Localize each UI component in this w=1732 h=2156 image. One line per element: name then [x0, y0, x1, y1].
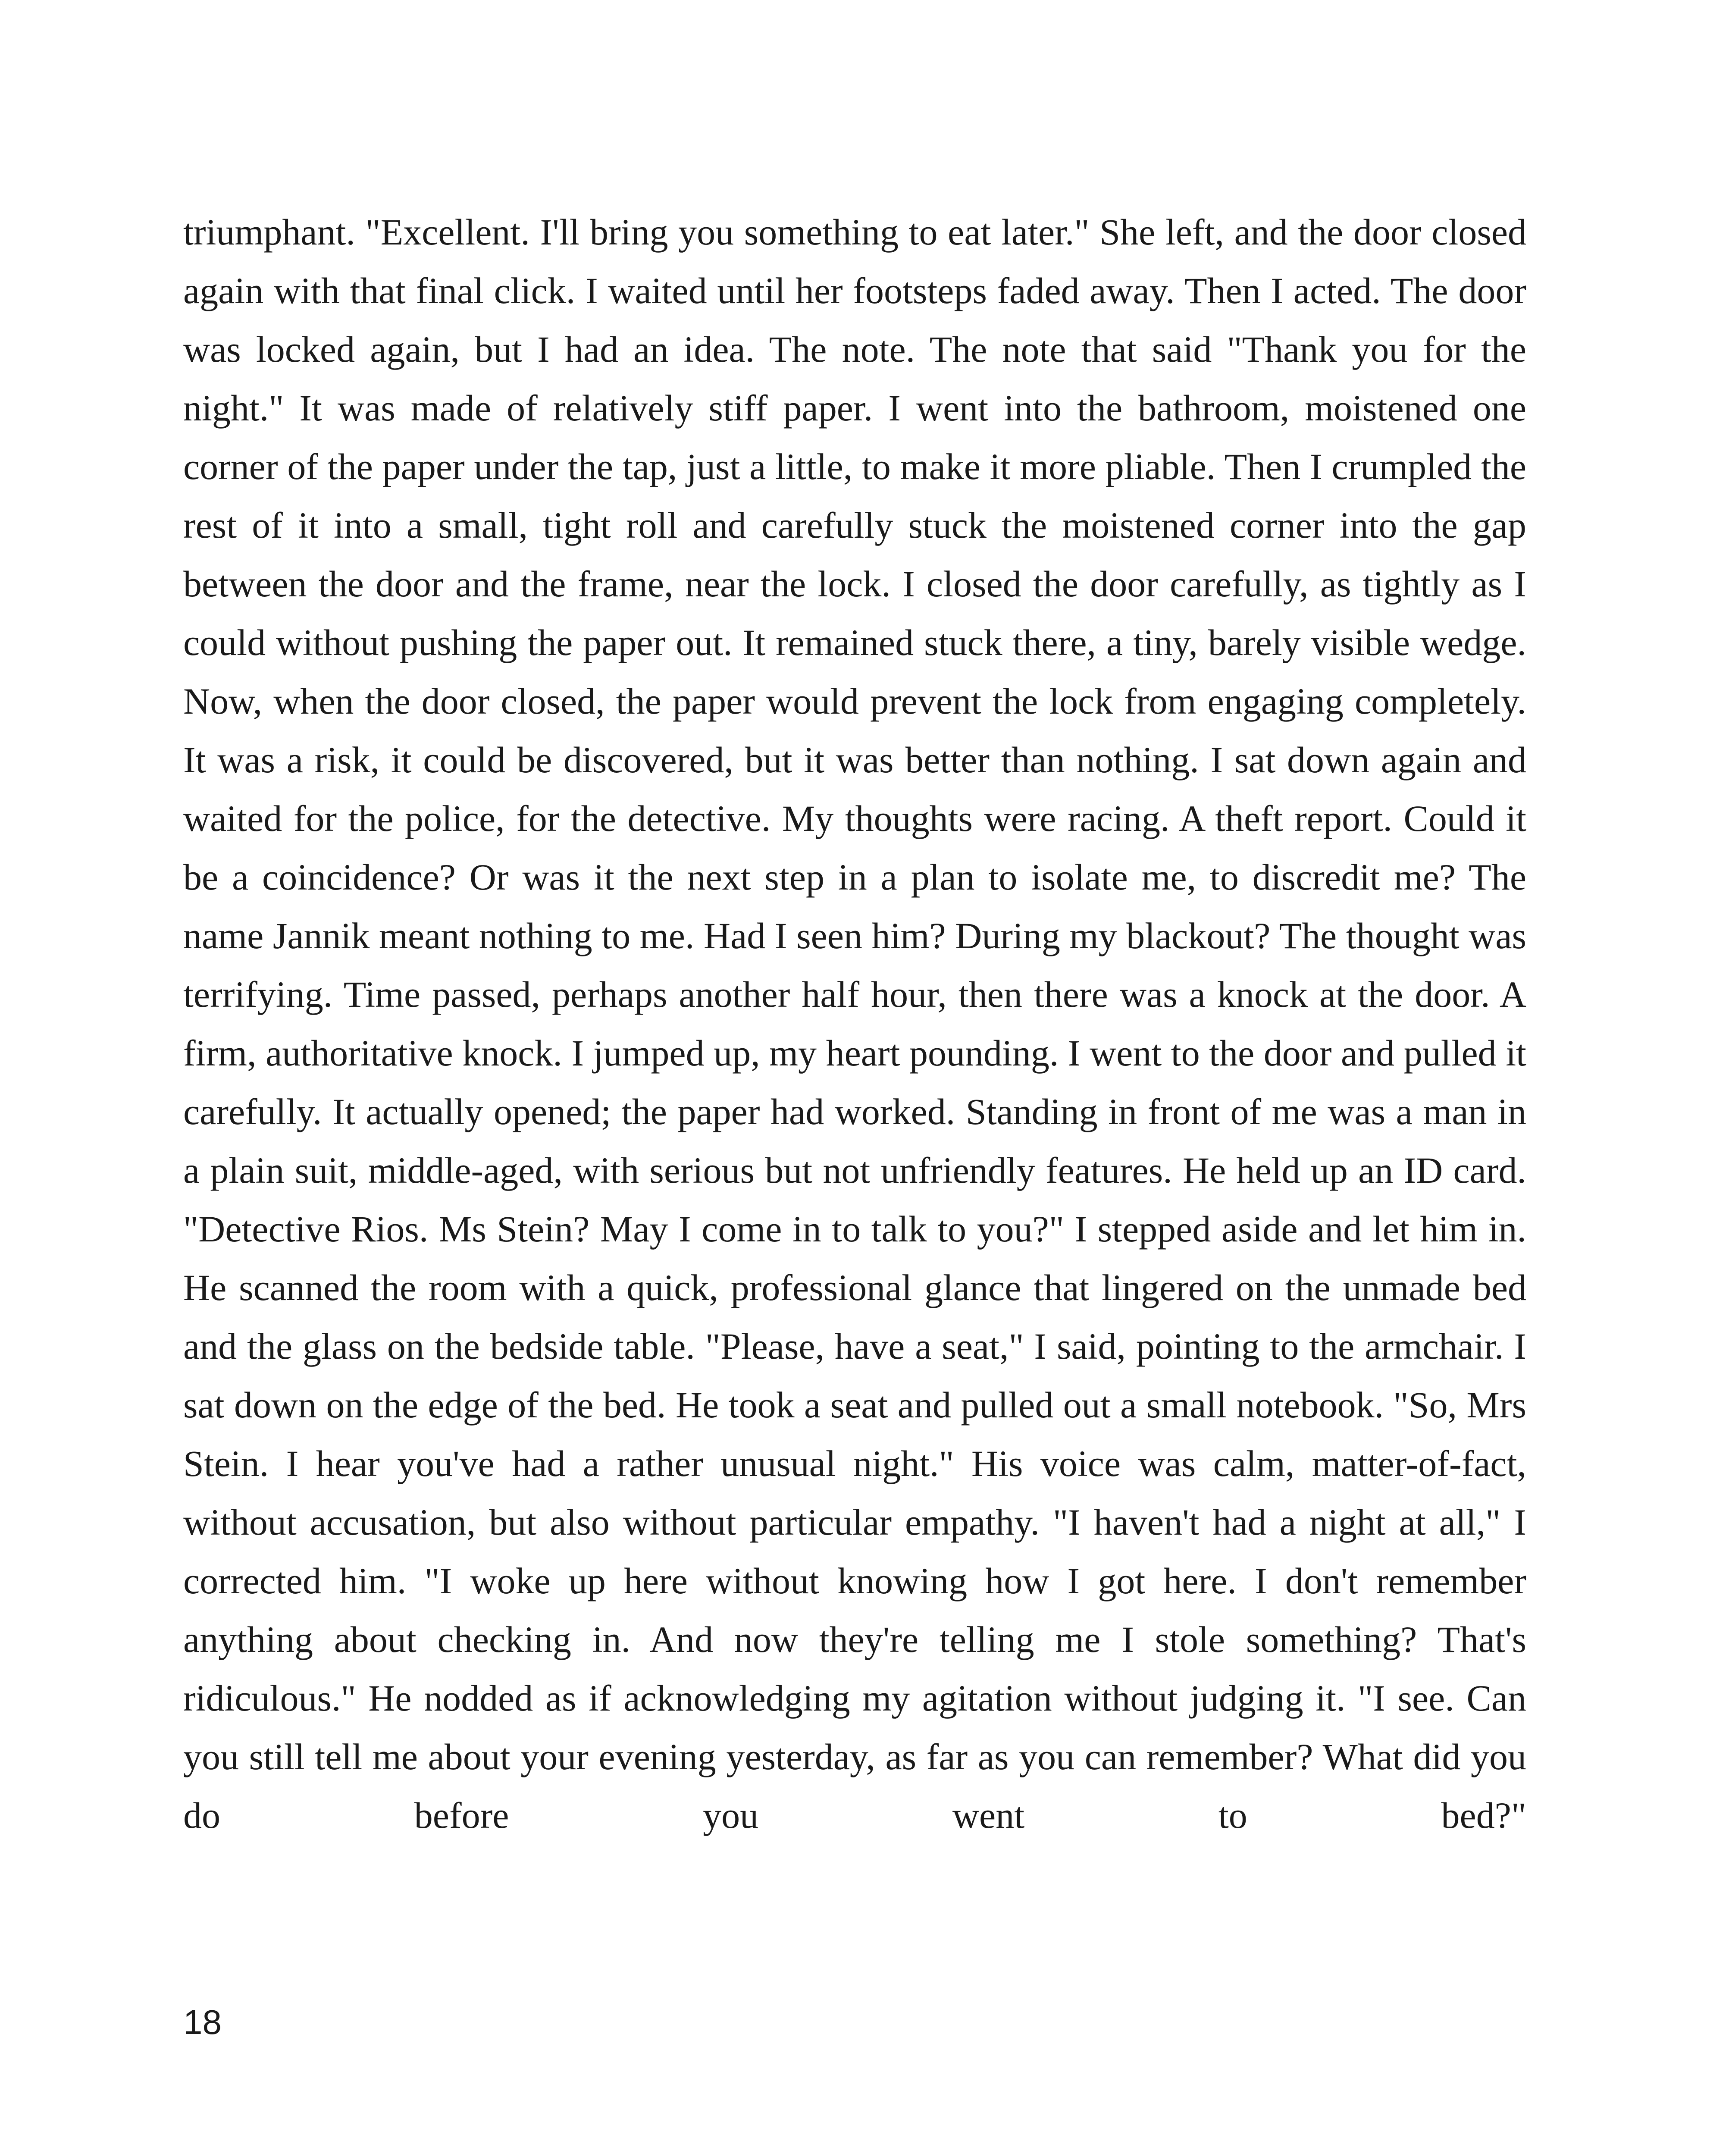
- body-paragraph: triumphant. "Excellent. I'll bring you something to eat later." She left, and the door closed again with that final click. I waited until her footsteps faded away. Then I acted. The door was locked again, but I had an idea. The note. The note that said "Thank you for the night." It was made of relatively stiff paper. I went into the bathroom, moistened one corner of the paper under the tap, just a little, to make it more pliable. Then I crumpled the rest of it into a small, tight roll and carefully stuck the moistened corner into the gap between the door and the frame, near the lock. I closed the door carefully, as tightly as I could without pushing the paper out. It remained stuck there, a tiny, barely visible wedge. Now, when the door closed, the paper would prevent the lock from engaging completely. It was a risk, it could be discovered, but it was better than nothing. I sat down again and waited for the police, for the detective. My thoughts were racing. A theft report. Could it be a coincidence? Or was it the next step in a plan to isolate me, to discredit me? The name Jannik meant nothing to me. Had I seen him? During my blackout? The thought was terrifying. Time passed, perhaps another half hour, then there was a knock at the door. A firm, authoritative knock. I jumped up, my heart pounding. I went to the door and pulled it carefully. It actually opened; the paper had worked. Standing in front of me was a man in a plain suit, middle-aged, with serious but not unfriendly features. He held up an ID card. "Detective Rios. Ms Stein? May I come in to talk to you?" I stepped aside and let him in. He scanned the room with a quick, professional glance that lingered on the unmade bed and the glass on the bedside table. "Please, have a seat," I said, pointing to the armchair. I sat down on the edge of the bed. He took a seat and pulled out a small notebook. "So, Mrs Stein. I hear you've had a rather unusual night." His voice was calm, matter-of-fact, without accusation, but also without particular empathy. "I haven't had a night at all," I corrected him. "I woke up here without knowing how I got here. I don't remember anything about checking in. And now they're telling me I stole something? That's ridiculous." He nodded as if acknowledging my agitation without judging it. "I see. Can you still tell me about your evening yesterday, as far as you can remember? What did you do before you went to bed?": [183, 211, 1526, 1836]
- page-number: 18: [183, 2003, 222, 2041]
